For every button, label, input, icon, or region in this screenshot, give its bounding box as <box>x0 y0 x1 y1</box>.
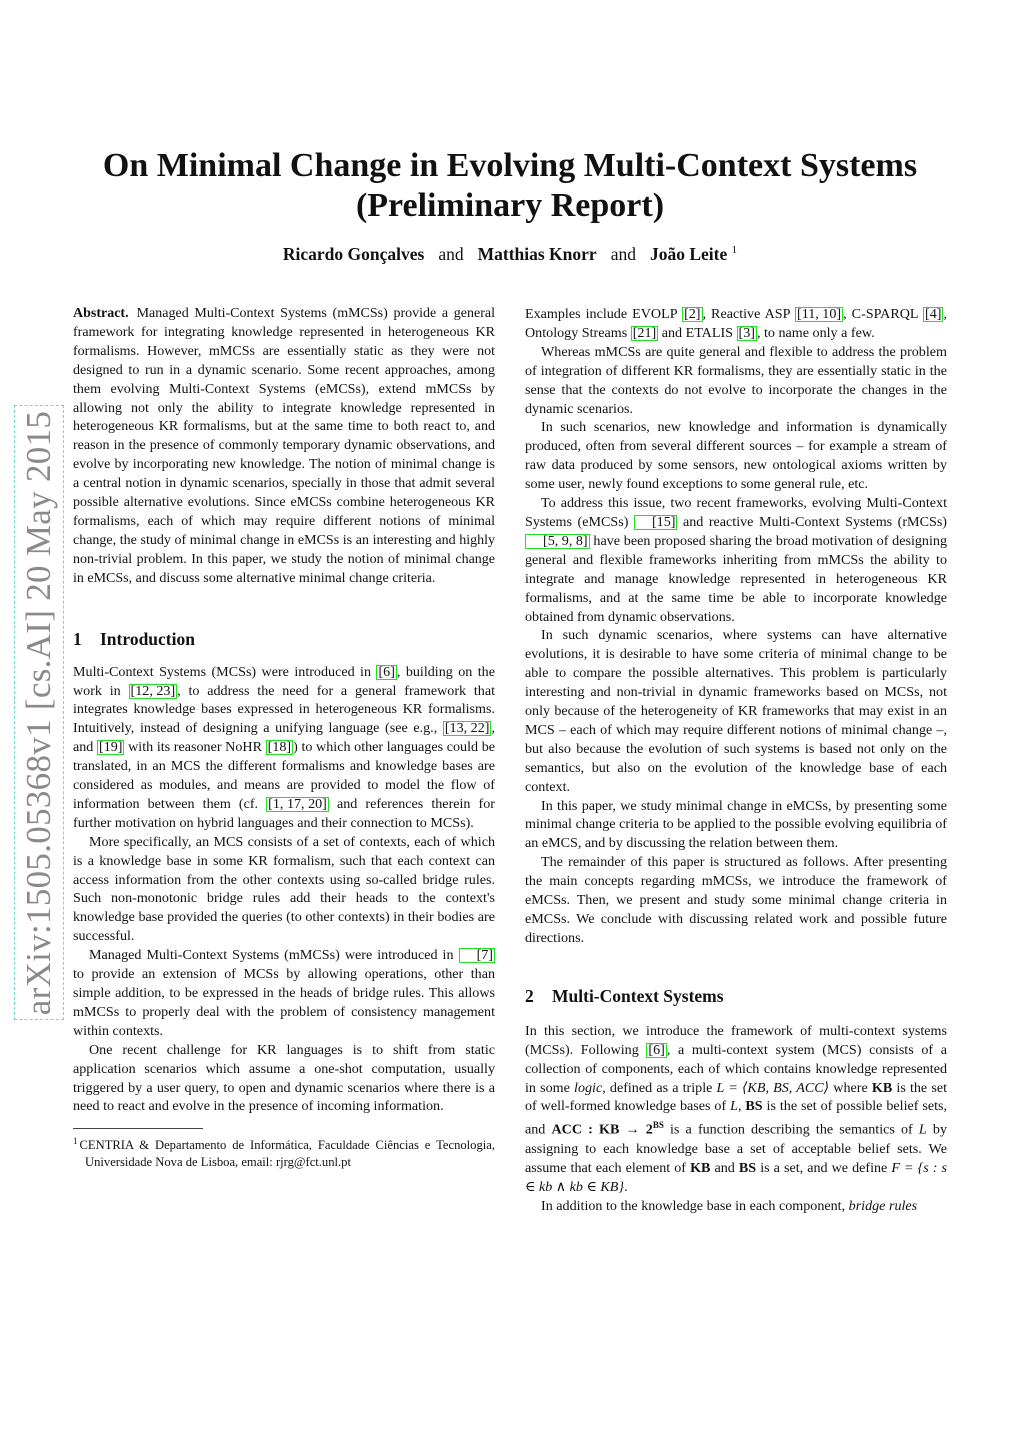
citation-link[interactable]: [2] <box>684 306 701 322</box>
title-line-1: On Minimal Change in Evolving Multi-Context Systems <box>102 147 918 184</box>
text-run: is the set of possible belief sets, and <box>525 1098 948 1139</box>
section-2-paragraph-2 <box>525 1197 947 1216</box>
text-run: In this section, we introduce the framework of multi-context systems (MCSs). Following <box>525 1022 947 1058</box>
citation-link[interactable]: [12, 23] <box>130 682 176 699</box>
math-expression: ACC : KB → 2 <box>551 1122 653 1139</box>
text-run: Managed Multi-Context Systems (mMCSs) were introduced in <box>89 947 459 964</box>
citation-link[interactable]: [21] <box>632 324 657 341</box>
section-1-heading <box>73 627 495 651</box>
right-paragraph-5: In such dynamic scenarios, where systems can have alternative evolutions, it is desirable to have some criteria of minimal change to be able to compare the possible alternatives. This problem is particularly interesting and non-trivial in dynamic frameworks based on MCSs, not only because of the heterogeneity of KR frameworks that may exist in an MCS – each of which may require different notions of minimal change –, but also because the evolution of such systems is based not only on the semantics, but also on the evolution of the knowledge base of each context. <box>525 627 947 795</box>
citation-link[interactable]: [1, 17, 20] <box>268 795 327 812</box>
text-run: and reactive Multi-Context Systems (rMCSs) <box>677 513 948 530</box>
citation-link[interactable]: [6] <box>378 663 395 680</box>
text-run: is a function describing the semantics of <box>663 1122 919 1139</box>
author-1: Ricardo Gonçalves <box>282 244 425 264</box>
text-run: , Ontology Streams <box>525 306 947 341</box>
abstract <box>73 305 495 589</box>
intro-paragraph-1 <box>73 663 495 833</box>
arxiv-stamp: arXiv:1505.05368v1 [cs.AI] 20 May 2015 <box>19 410 58 1015</box>
abstract-label: Abstract. <box>73 306 129 321</box>
text-run: , defined as a triple <box>602 1079 717 1096</box>
text-run: Examples include EVOLP <box>525 306 683 322</box>
math-expression: BS <box>745 1098 763 1115</box>
intro-paragraph-3 <box>73 946 495 1041</box>
right-paragraph-2: Whereas mMCSs are quite general and flexible to address the problem of integration of different KR formalisms, they are essentially static in the sense that the contexts do not evolve to incorporate the changes in the dynamic scenarios. <box>525 343 947 417</box>
emphasis: bridge rules <box>848 1197 918 1214</box>
text-run: . <box>624 1178 628 1195</box>
text-run: Multi-Context Systems (MCSs) were introduced in <box>73 663 377 680</box>
text-run: To address this issue, two recent frameworks, evolving Multi-Context Systems (eMCSs) <box>525 495 947 530</box>
arxiv-stamp-box <box>14 405 64 1020</box>
text-run: , a multi-context system (MCS) consists of a collection of components, each of which contains knowledge represented in some <box>525 1041 947 1096</box>
text-run: have been proposed sharing the broad motivation of designing general and flexible frameworks inheriting from mMCSs the ability to integrate and manage knowledge represented in heterogeneous KR formalisms, and at the same time be able to incorporate knowledge obtained from dynamic observations. <box>525 532 947 625</box>
text-run: and ETALIS <box>658 324 737 341</box>
author-3: João Leite <box>649 244 728 264</box>
citation-link[interactable]: [7] <box>459 948 495 963</box>
author-and-1: and <box>438 244 464 264</box>
math-expression: F = {s : s ∈ kb ∧ kb ∈ KB} <box>525 1159 948 1195</box>
right-paragraph-4 <box>525 494 947 626</box>
footnote-rule <box>73 1128 203 1129</box>
math-expression: BS <box>738 1159 757 1176</box>
author-and-2: and <box>610 244 636 264</box>
right-paragraph-6: In this paper, we study minimal change in eMCSs, by presenting some minimal change criteria to be applied to the possible evolving equilibria of an eMCS, and by discussing the relation between them. <box>525 797 947 852</box>
text-run: , to name only a few. <box>756 324 875 341</box>
citation-link[interactable]: [15] <box>634 515 677 530</box>
text-run: , to address the need for a general framework that integrates knowledge bases expressed in heterogeneous KR formalisms. Intuitively, instead of designing a unifying language (see e.g., <box>73 682 496 737</box>
footnote <box>73 1133 495 1169</box>
author-list <box>60 244 960 265</box>
footnote-mark: 1 <box>73 1136 78 1147</box>
text-run: , Reactive ASP <box>702 306 795 322</box>
citation-link[interactable]: [6] <box>648 1041 665 1058</box>
section-2-number: 2 <box>525 985 534 1006</box>
text-run: , building on the work in <box>73 663 495 699</box>
right-column <box>525 305 947 1216</box>
citation-link[interactable]: [18] <box>267 739 292 756</box>
title-line-2: (Preliminary Report) <box>355 187 665 224</box>
citation-link[interactable]: [19] <box>99 739 123 756</box>
math-expression: KB <box>871 1079 893 1096</box>
text-run: , <box>737 1098 746 1115</box>
text-run: with its reasoner NoHR <box>124 739 266 756</box>
text-run: , C-SPARQL <box>843 306 924 322</box>
abstract-text: Managed Multi-Context Systems (mMCSs) provide a general framework for integrating knowledge represented in heterogeneous KR formalisms. However, mMCSs are essentially static as they were not designed to run in a dynamic scenario. Some recent approaches, among them evolving Multi-Context Systems (eMCSs), extend mMCSs by allowing not only the ability to integrate knowledge represented in heterogeneous KR formalisms, but at the same time to both react to, and reason in the presence of commonly temporary dynamic observations, and evolve by incorporating new knowledge. The notion of minimal change is a central notion in dynamic scenarios, specially in those that admit several possible alternative evolutions. Since eMCSs combine heterogeneous KR formalisms, each of which may require different notions of minimal change, the study of minimal change in eMCSs is an interesting and highly non-trivial problem. In this paper, we study the notion of minimal change in eMCSs, and discuss some alternative minimal change criteria. <box>73 306 495 586</box>
math-expression: L = ⟨KB, BS, ACC⟩ <box>716 1079 830 1096</box>
text-run: where <box>829 1079 872 1096</box>
section-2-heading <box>525 984 947 1008</box>
citation-link[interactable]: [5, 9, 8] <box>525 534 590 549</box>
footnote-text: CENTRIA & Departamento de Informática, Faculdade Ciências e Tecnologia, Universidade Nova de Lisboa, email: rjrg@fct.unl.pt <box>79 1138 495 1169</box>
math-expression: L <box>918 1122 927 1139</box>
text-run: , and <box>73 720 495 756</box>
author-2: Matthias Knorr <box>477 244 597 264</box>
text-run: by assigning to each knowledge base a set of acceptable belief sets. We assume that each element of <box>525 1122 947 1176</box>
text-run: and <box>710 1159 739 1176</box>
math-superscript: BS <box>652 1120 664 1131</box>
right-paragraph-7: The remainder of this paper is structured as follows. After presenting the main concepts regarding mMCSs, we introduce the framework of eMCSs. Then, we present and study some minimal change criteria in eMCSs. We conclude with discussing related work and possible future directions. <box>525 854 947 946</box>
right-paragraph-3: In such scenarios, new knowledge and information is dynamically produced, often from several different sources – for example a stream of raw data produced by some sensors, new ontological axioms written by some user, newly found exceptions to some general rule, etc. <box>525 419 947 493</box>
author-footnote-mark: 1 <box>731 244 738 257</box>
section-2-title: Multi-Context Systems <box>552 985 724 1006</box>
text-run: is a set, and we define <box>756 1159 892 1176</box>
citation-link[interactable]: [11, 10] <box>797 306 842 322</box>
left-column <box>73 305 495 1170</box>
citation-link[interactable]: [13, 22] <box>444 720 490 737</box>
text-run: to provide an extension of MCSs by allowing operations, other than simple addition, to be expressed in the heads of bridge rules. This allows mMCSs to properly deal with the problem of consistency management within contexts. <box>73 966 495 1039</box>
section-1-number: 1 <box>73 628 82 649</box>
math-expression: L <box>730 1098 738 1115</box>
text-run: is the set of well-formed knowledge bases of <box>525 1079 947 1115</box>
emphasis: logic <box>574 1079 603 1096</box>
section-1-title: Introduction <box>100 628 195 649</box>
math-expression: KB <box>690 1159 711 1176</box>
intro-paragraph-2: More specifically, an MCS consists of a set of contexts, each of which is a knowledge base in some KR formalism, such that each context can access information from the other contexts using so-called bridge rules. Such non-monotonic bridge rules add their heads to the context's knowledge base provided the queries (to other contexts) in their bodies are successful. <box>73 833 495 945</box>
text-run: ) to which other languages could be translated, in an MCS the different formalisms and knowledge bases are considered as modules, and means are provided to model the flow of information between them (cf. <box>73 739 496 812</box>
citation-link[interactable]: [4] <box>925 306 942 322</box>
section-2-paragraph-1 <box>525 1022 947 1197</box>
paper-title <box>60 146 960 226</box>
intro-paragraph-4: One recent challenge for KR languages is to shift from static application scenarios which assume a one-shot computation, usually triggered by a user query, to open and dynamic scenarios where there is a need to react and evolve in the presence of incoming information. <box>73 1041 495 1115</box>
text-run: In addition to the knowledge base in each component, <box>541 1197 849 1214</box>
text-run: and references therein for further motivation on hybrid languages and their connection to MCSs). <box>73 795 495 831</box>
right-paragraph-1 <box>525 305 947 343</box>
citation-link[interactable]: [3] <box>738 324 755 341</box>
